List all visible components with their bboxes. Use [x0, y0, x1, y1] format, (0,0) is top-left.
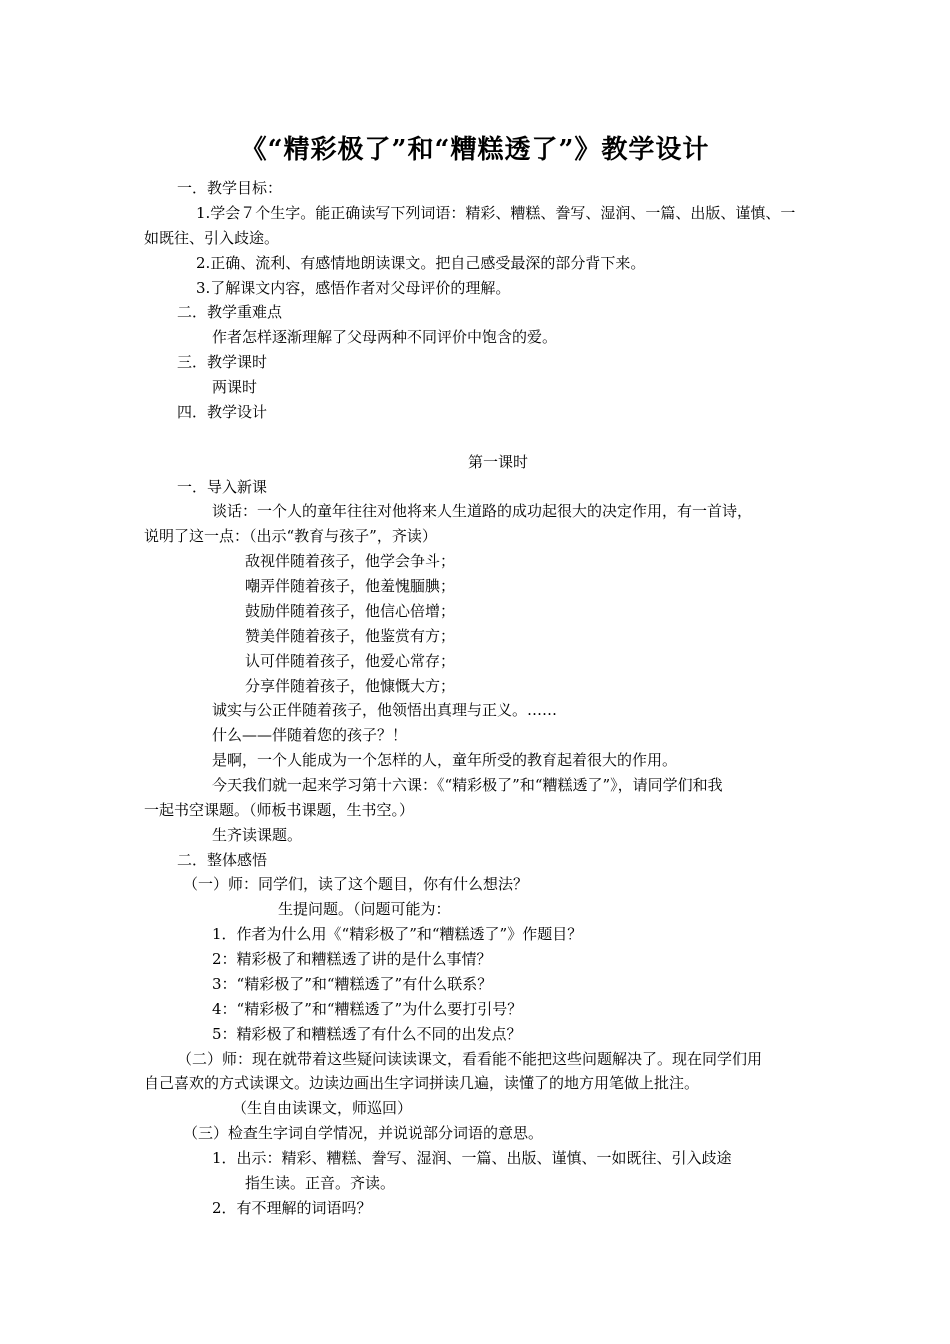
heading-class-hours: 三．教学课时: [177, 353, 268, 371]
goal-1-line-1: 1.学会７个生字。能正确读写下列词语：精彩、糟糕、誊写、湿润、一篇、出版、谨慎、一: [196, 204, 796, 222]
poem-line: 鼓励伴随着孩子，他信心倍增；: [245, 602, 456, 620]
paragraph-line: 生齐读课题。: [212, 826, 303, 844]
poem-line: 赞美伴随着孩子，他鉴赏有方；: [245, 627, 456, 645]
poem-line: 嘲弄伴随着孩子，他羞愧腼腆；: [245, 577, 456, 595]
poem-line: 认可伴随着孩子，他爱心常存；: [245, 652, 456, 670]
lesson-one-heading: 第一课时: [468, 453, 529, 471]
paragraph-line: 今天我们就一起来学习第十六课：《“精彩极了”和“糟糕透了”》，请同学们和我: [212, 776, 723, 794]
question-line: 什么——伴随着您的孩子？！: [212, 726, 408, 744]
step-three-line: 2．有不理解的词语吗？: [212, 1199, 372, 1217]
intro-talk-line-1: 谈话：一个人的童年往往对他将来人生道路的成功起很大的决定作用，有一首诗，: [212, 502, 753, 520]
heading-key-points: 二．教学重难点: [177, 303, 283, 321]
poem-line: 诚实与公正伴随着孩子，他领悟出真理与正义。……: [212, 701, 558, 719]
goal-2: 2.正确、流利、有感情地朗读课文。把自己感受最深的部分背下来。: [196, 254, 646, 272]
step-three-line: 1．出示：精彩、糟糕、誊写、湿润、一篇、出版、谨慎、一如既往、引入歧途: [212, 1149, 732, 1167]
heading-teaching-design: 四．教学设计: [177, 403, 268, 421]
question-item: 5：精彩极了和糟糕透了有什么不同的出发点？: [212, 1025, 522, 1043]
step-one-line: （一）师：同学们，读了这个题目，你有什么想法？: [183, 875, 529, 893]
step-three-line: 指生读。正音。齐读。: [245, 1174, 396, 1192]
question-item: 4：“精彩极了”和“糟糕透了”为什么要打引号？: [212, 1000, 523, 1018]
poem-line: 敌视伴随着孩子，他学会争斗；: [245, 552, 456, 570]
step-one-line: 生提问题。（问题可能为：: [278, 900, 451, 918]
question-item: 2：精彩极了和糟糕透了讲的是什么事情？: [212, 950, 492, 968]
intro-talk-line-2: 说明了这一点：（出示“教育与孩子”，齐读）: [144, 527, 437, 545]
paragraph-line: 一起书空课题。（师板书课题，生书空。）: [144, 801, 415, 819]
question-item: 1．作者为什么用《“精彩极了”和“糟糕透了”》作题目？: [212, 925, 583, 943]
heading-overall-perception: 二．整体感悟: [177, 851, 268, 869]
paragraph-line: 是啊，一个人能成为一个怎样的人，童年所受的教育起着很大的作用。: [212, 751, 678, 769]
step-three-line: （三）检查生字词自学情况，并说说部分词语的意思。: [183, 1124, 544, 1142]
class-hours-text: 两课时: [212, 378, 258, 396]
step-two-line: 自己喜欢的方式读课文。边读边画出生字词拼读几遍，读懂了的地方用笔做上批注。: [144, 1074, 700, 1092]
heading-intro: 一．导入新课: [177, 478, 268, 496]
question-item: 3：“精彩极了”和“糟糕透了”有什么联系？: [212, 975, 493, 993]
step-two-line: （生自由读课文，师巡回）: [232, 1099, 413, 1117]
goal-1-line-2: 如既往、引入歧途。: [144, 229, 280, 247]
key-points-text: 作者怎样逐渐理解了父母两种不同评价中饱含的爱。: [212, 328, 558, 346]
step-two-line: （二）师：现在就带着这些疑问读读课文，看看能不能把这些问题解决了。现在同学们用: [177, 1050, 763, 1068]
poem-line: 分享伴随着孩子，他慷慨大方；: [245, 677, 456, 695]
heading-teaching-goals: 一．教学目标：: [177, 179, 283, 197]
goal-3: 3.了解课文内容，感悟作者对父母评价的理解。: [196, 279, 511, 297]
document-title: 《“精彩极了”和“糟糕透了”》教学设计: [240, 135, 710, 165]
